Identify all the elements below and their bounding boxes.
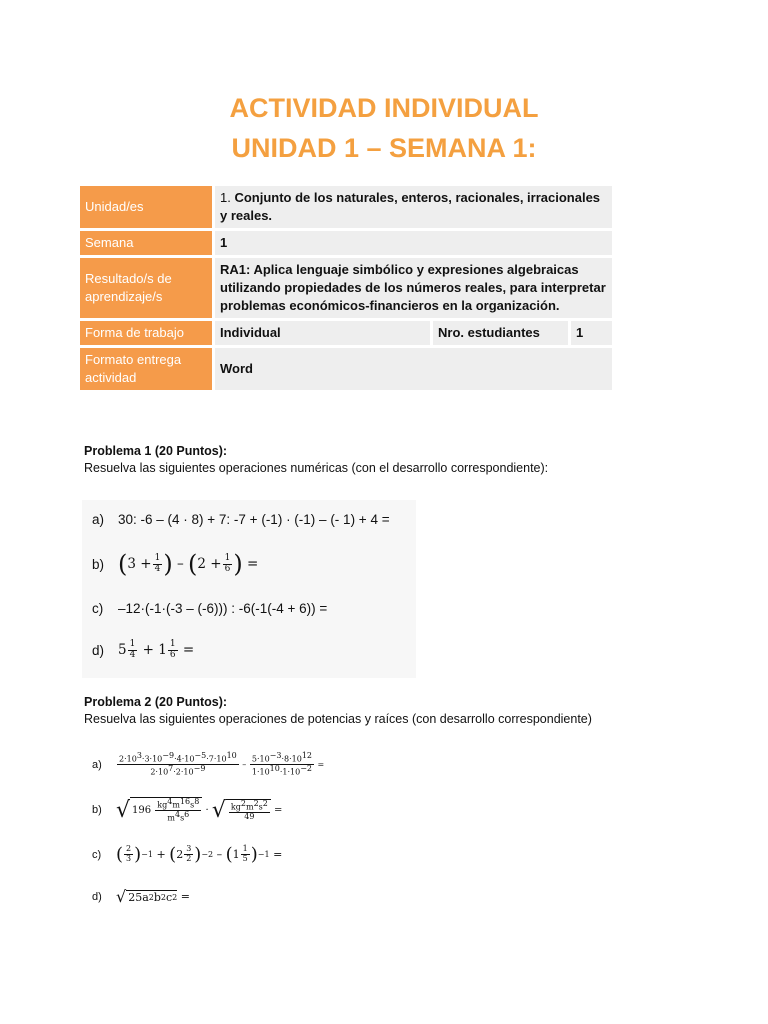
p2-b-letter: b)	[92, 804, 102, 817]
row-resultado	[80, 258, 612, 318]
problema2-op-d	[92, 887, 190, 906]
problema1-header	[84, 443, 548, 477]
p2-c-expression: ( $\frac{2}{3}$ ) −1 + ( 2 $\frac{3}{2}$ ) −2 – ( 1 $\frac{1}{5}$ ) −1 =	[116, 844, 283, 865]
p2-b-expression: √ 196 $\frac{kg4m16s8}{m4s6}$ · √ $\frac{kg2m2s2}{49}$ =	[116, 797, 283, 824]
row-forma	[80, 321, 612, 345]
op-c-expression: –12·(-1·(-3 – (-6))) : -6(-1(-4 + 6)) =	[118, 601, 328, 616]
op-a-expression: 30: -6 – (4 · 8) + 7: -7 + (-1) · (-1) – (- 1) + 4 =	[118, 512, 390, 527]
p2-c-letter: c)	[92, 848, 102, 861]
formato-value: Word	[215, 348, 612, 390]
row-unidades	[80, 186, 612, 228]
problema1-op-c	[92, 601, 327, 616]
op-b-letter: b)	[92, 556, 105, 572]
formato-label: Formato entrega actividad	[80, 348, 212, 390]
p2-a-expression: $\frac{2\cdot 103\cdot 3\cdot 10-9\cdot 4\cdot 10-5\cdot 7\cdot 1010}{2\cdot 107\cdot 2\cdot 10-9}$ – $\frac{5\cdot 10-3\cdot 8\cdot 1012}{1\cdot 1010\cdot 1\cdot 10-2}$ =	[119, 751, 325, 778]
resultado-label: Resultado/s de aprendizaje/s	[80, 258, 212, 318]
op-a-letter: a)	[92, 512, 105, 527]
problema1-heading: Problema 1 (20 Puntos):	[84, 444, 228, 458]
op-c-letter: c)	[92, 601, 104, 616]
problema2-instruction: Resuelva las siguientes operaciones de potencias y raíces (con desarrollo correspondiente)	[84, 712, 592, 726]
problema1-op-b	[92, 552, 258, 576]
row-formato	[80, 348, 612, 390]
problema1-op-d	[92, 640, 194, 661]
problema1-instruction: Resuelva las siguientes operaciones numéricas (con el desarrollo correspondiente):	[84, 461, 549, 475]
op-d-letter: d)	[92, 642, 105, 658]
semana-label: Semana	[80, 231, 212, 255]
activity-info-table	[77, 183, 615, 393]
unidades-number: 1.	[220, 190, 231, 205]
activity-title: ACTIVIDAD INDIVIDUAL	[229, 93, 539, 123]
forma-value: Individual	[215, 321, 430, 345]
unidades-text: Conjunto de los naturales, enteros, racionales, irracionales y reales.	[220, 190, 601, 223]
problema2-op-a	[92, 752, 324, 778]
op-b-expression: ( 3 + $\frac{1}{4}$ ) – ( 2 + $\frac{1}{6}$ ) =	[118, 550, 259, 578]
problema1-op-a	[92, 512, 390, 527]
problema2-heading: Problema 2 (20 Puntos):	[84, 695, 228, 709]
p2-d-letter: d)	[92, 890, 102, 903]
p2-a-letter: a)	[92, 758, 102, 771]
unidades-value	[215, 186, 612, 228]
problema2-header	[84, 694, 592, 728]
nro-estudiantes-value: 1	[571, 321, 612, 345]
forma-label: Forma de trabajo	[80, 321, 212, 345]
row-semana	[80, 231, 612, 255]
p2-d-expression: √ 25a 2 b 2 c 2 =	[116, 887, 190, 906]
nro-estudiantes-label: Nro. estudiantes	[433, 321, 568, 345]
unit-week-title: UNIDAD 1 – SEMANA 1:	[231, 133, 537, 163]
problema2-op-b	[92, 797, 282, 824]
op-d-expression: 5 $\frac{1}{4}$ + 1 $\frac{1}{6}$ =	[118, 639, 195, 660]
problema2-op-c	[92, 844, 282, 865]
semana-value: 1	[215, 231, 612, 255]
unidades-label: Unidad/es	[80, 186, 212, 228]
resultado-value: RA1: Aplica lenguaje simbólico y expresiones algebraicas utilizando propiedades de los números reales, para interpretar problemas económicos-financieros en la organización.	[215, 258, 612, 318]
